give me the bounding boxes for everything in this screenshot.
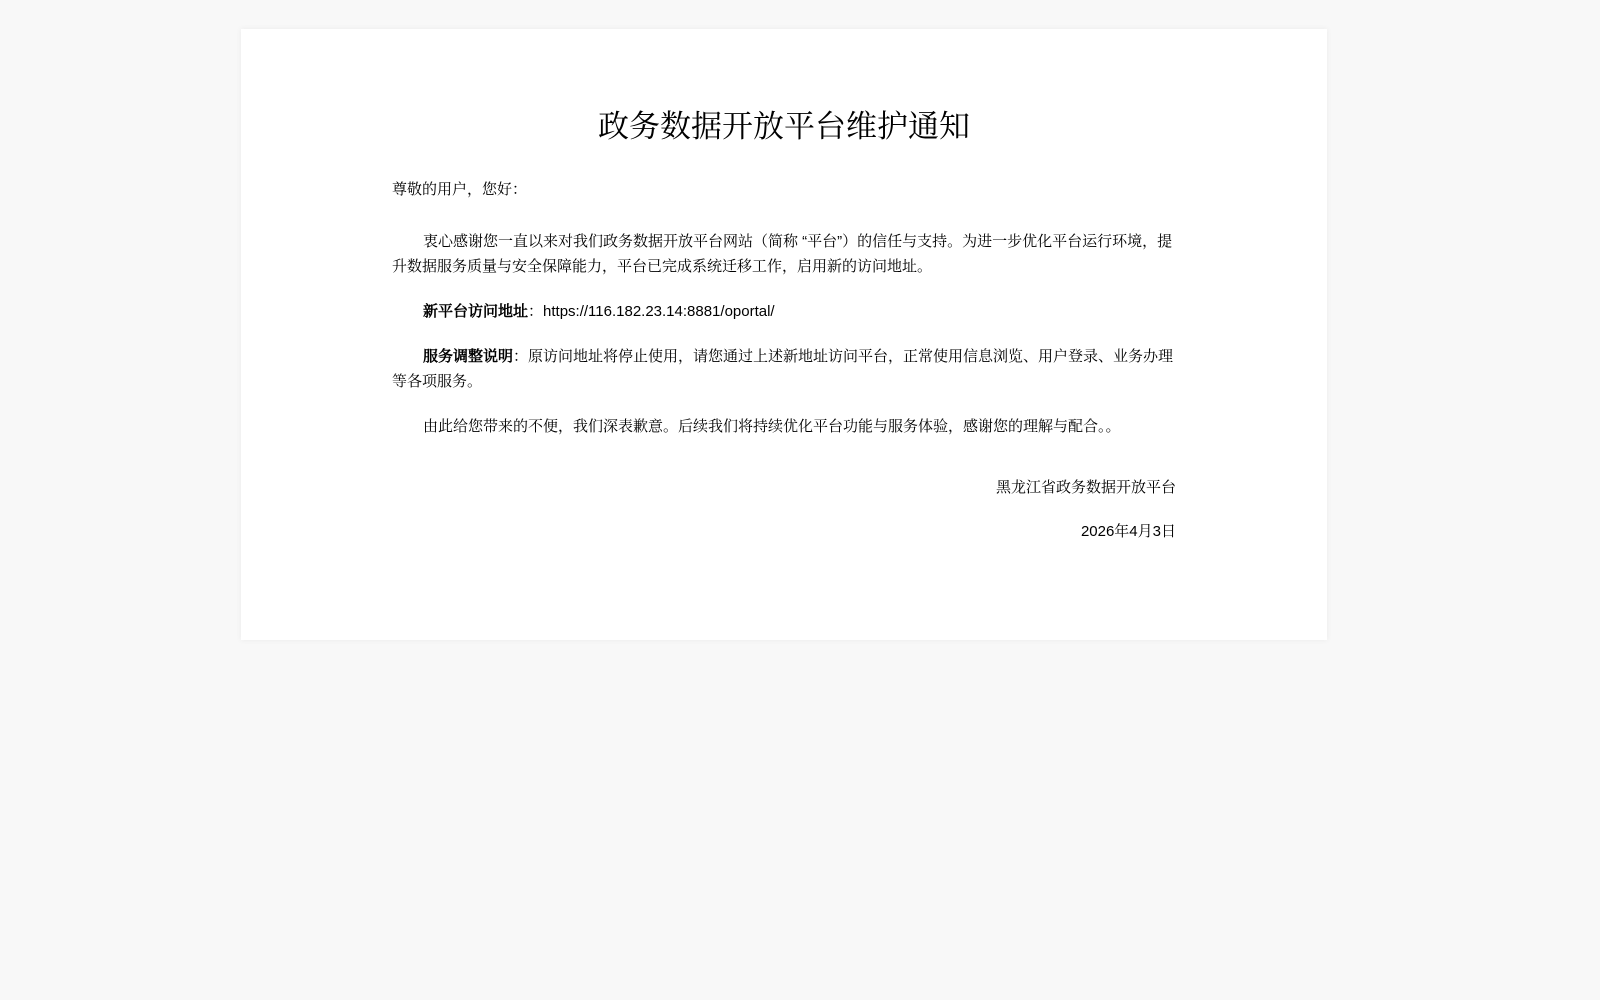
notice-date: 2026年4月3日: [1080, 523, 1176, 540]
closing-paragraph: 由此给您带来的不便，我们深表歉意。后续我们将持续优化平台功能与服务体验，感谢您的理解与配合。。: [423, 418, 1121, 435]
new-address-url: https://116.182.23.14:8881/oportal/: [543, 303, 775, 320]
signature: 黑龙江省政务数据开放平台: [995, 479, 1176, 496]
notice-card: [241, 29, 1327, 640]
new-address-label: 新平台访问地址: [423, 303, 529, 320]
separator: ：: [528, 303, 544, 320]
separator: ：: [513, 348, 529, 365]
notice-body: [392, 229, 1176, 459]
service-paragraph: [392, 344, 1176, 394]
service-text: 原访问地址将停止使用，请您通过上述新地址访问平台，正常使用信息浏览、用户登录、业务办理等各项服务。: [392, 348, 1174, 390]
greeting: 尊敬的用户，您好：: [392, 181, 528, 198]
intro-paragraph: 衷心感谢您一直以来对我们政务数据开放平台网站（简称 “平台”）的信任与支持。为进一步优化平台运行环境，提升数据服务质量与安全保障能力，平台已完成系统迁移工作，启用新的访问地址。: [392, 233, 1173, 275]
new-address-paragraph: [392, 299, 1176, 324]
service-label: 服务调整说明: [423, 348, 514, 365]
page-title: 政务数据开放平台维护通知: [598, 109, 970, 145]
